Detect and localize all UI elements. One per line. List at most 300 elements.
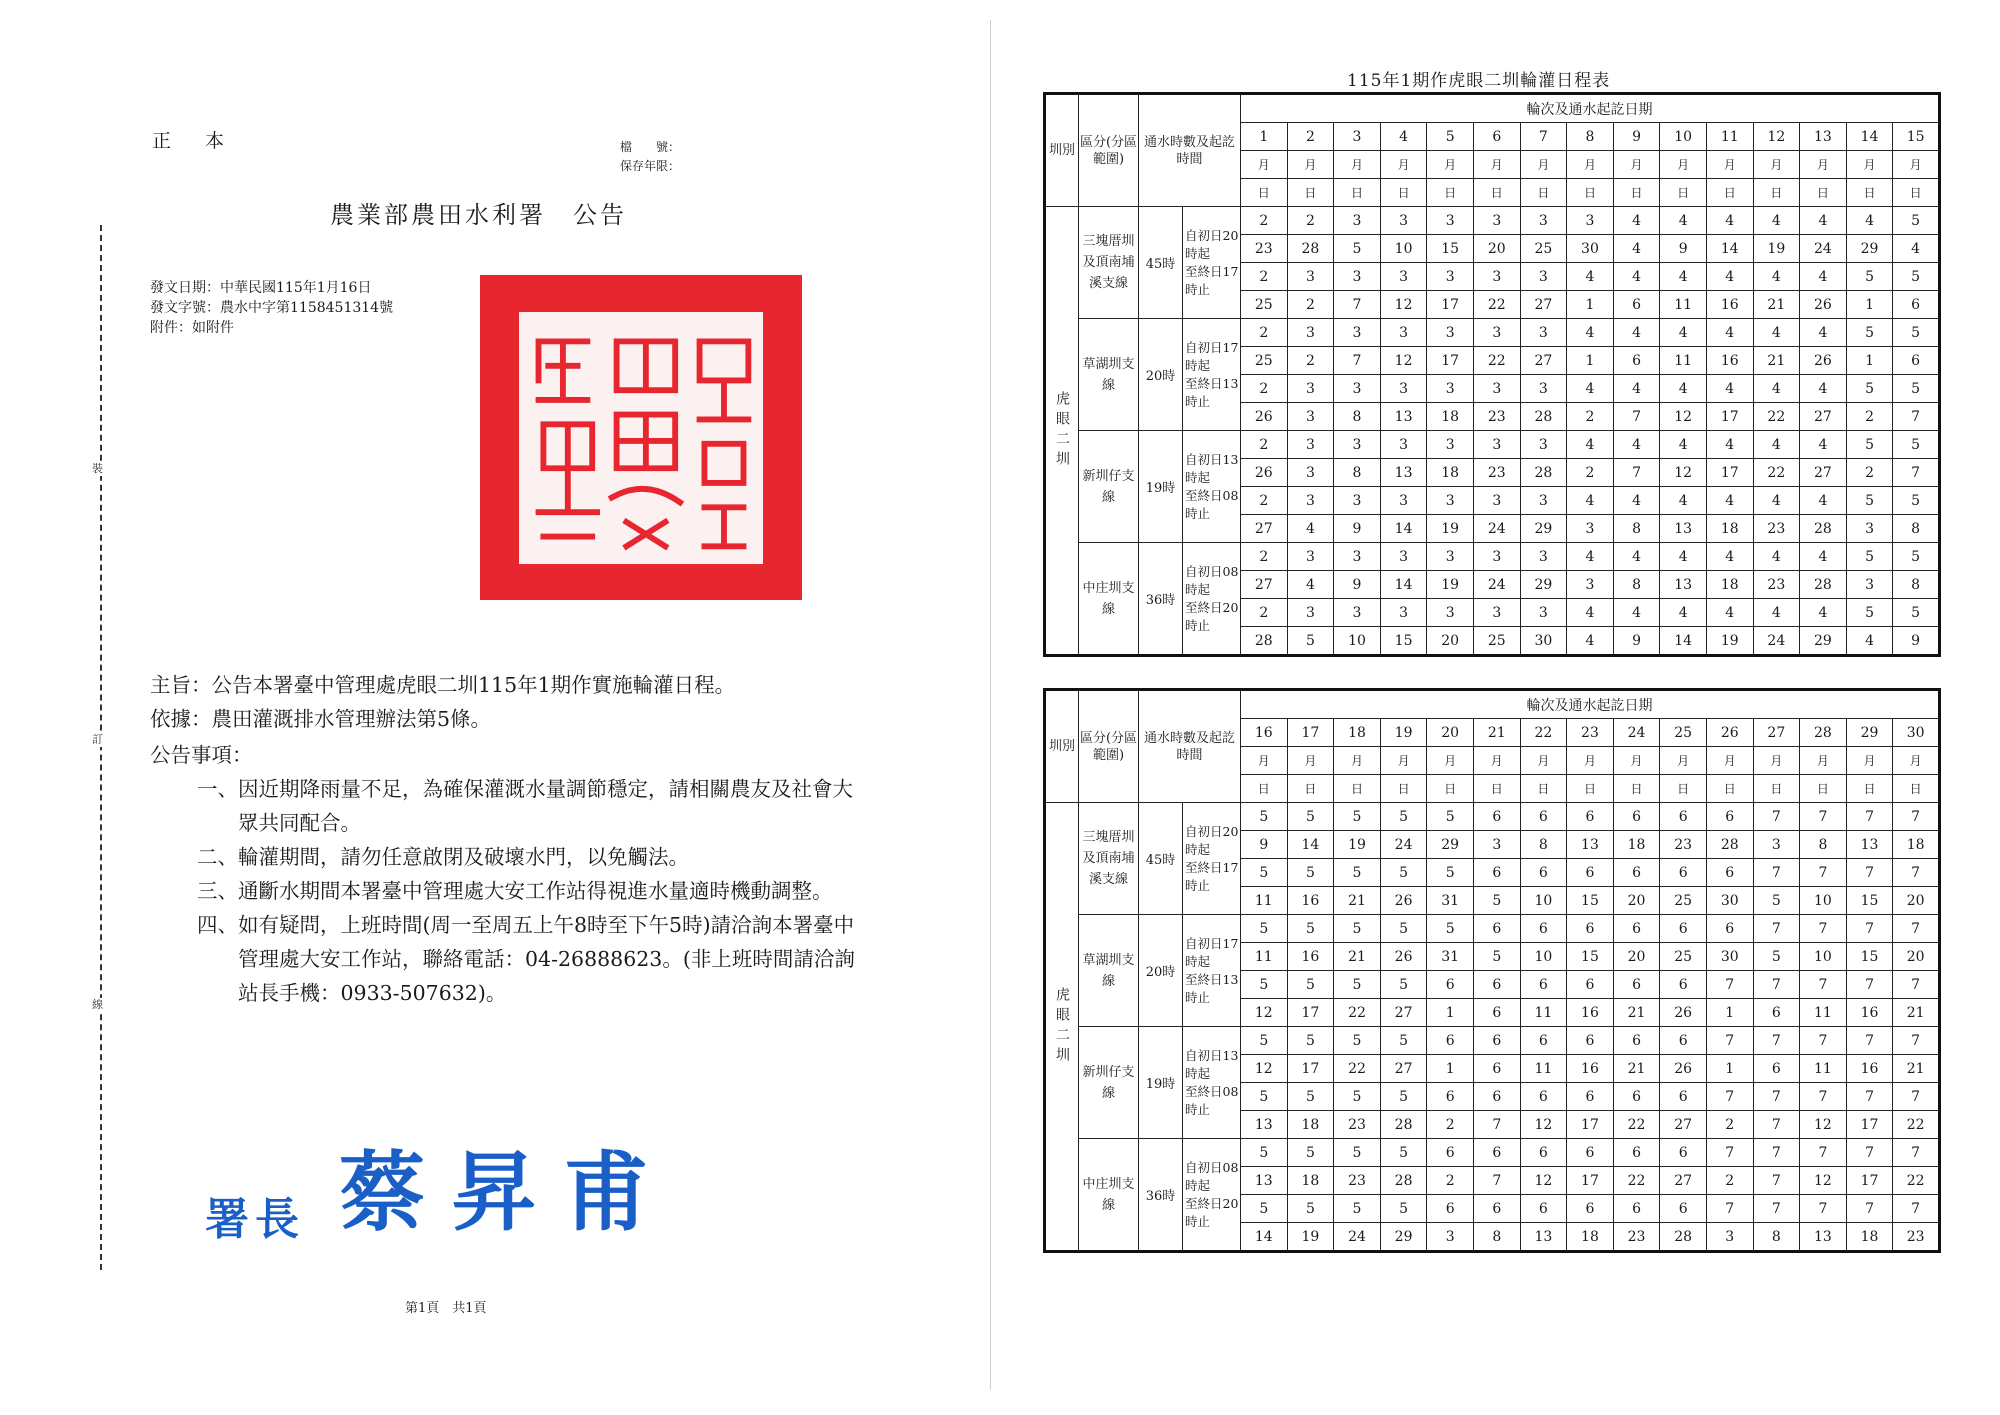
day-cell: 17 bbox=[1567, 1111, 1614, 1139]
month-cell: 6 bbox=[1660, 1083, 1707, 1111]
month-cell: 5 bbox=[1380, 803, 1427, 831]
day-cell: 15 bbox=[1846, 943, 1893, 971]
round-number: 7 bbox=[1520, 123, 1567, 151]
month-cell: 3 bbox=[1334, 431, 1381, 459]
month-cell: 4 bbox=[1613, 375, 1660, 403]
day-cell: 23 bbox=[1613, 1223, 1660, 1252]
day-cell: 1 bbox=[1427, 999, 1474, 1027]
day-label: 日 bbox=[1380, 179, 1427, 207]
day-cell: 6 bbox=[1473, 999, 1520, 1027]
month-cell: 4 bbox=[1800, 319, 1847, 347]
month-cell: 6 bbox=[1520, 915, 1567, 943]
day-cell: 13 bbox=[1660, 515, 1707, 543]
month-cell: 6 bbox=[1613, 915, 1660, 943]
round-number: 21 bbox=[1473, 719, 1520, 747]
day-cell: 8 bbox=[1613, 571, 1660, 599]
month-cell: 5 bbox=[1893, 543, 1940, 571]
canal-header: 圳別 bbox=[1045, 94, 1079, 207]
month-cell: 6 bbox=[1706, 915, 1753, 943]
month-cell: 3 bbox=[1287, 319, 1334, 347]
day-cell: 5 bbox=[1753, 943, 1800, 971]
day-cell: 12 bbox=[1660, 459, 1707, 487]
time-start-suffix: 時起 bbox=[1185, 953, 1211, 969]
month-cell: 3 bbox=[1520, 319, 1567, 347]
day-cell: 11 bbox=[1241, 887, 1288, 915]
area-name: 草湖圳支線 bbox=[1079, 915, 1139, 1027]
seal-glyphs-icon bbox=[519, 312, 763, 564]
month-cell: 3 bbox=[1380, 375, 1427, 403]
day-cell: 20 bbox=[1473, 235, 1520, 263]
month-cell: 5 bbox=[1380, 1139, 1427, 1167]
day-cell: 15 bbox=[1567, 887, 1614, 915]
day-cell: 29 bbox=[1846, 235, 1893, 263]
notice-body bbox=[150, 668, 870, 1010]
month-cell: 4 bbox=[1567, 431, 1614, 459]
area-name: 中庄圳支線 bbox=[1079, 543, 1139, 656]
month-cell: 5 bbox=[1380, 1195, 1427, 1223]
notice-item bbox=[150, 772, 870, 840]
month-cell: 7 bbox=[1846, 1195, 1893, 1223]
month-cell: 3 bbox=[1427, 263, 1474, 291]
month-cell: 5 bbox=[1241, 971, 1288, 999]
day-cell: 18 bbox=[1846, 1223, 1893, 1252]
month-cell: 6 bbox=[1567, 915, 1614, 943]
month-cell: 5 bbox=[1846, 599, 1893, 627]
month-cell: 6 bbox=[1427, 1083, 1474, 1111]
day-label: 日 bbox=[1660, 775, 1707, 803]
month-cell: 7 bbox=[1846, 971, 1893, 999]
month-cell: 4 bbox=[1660, 207, 1707, 235]
day-label: 日 bbox=[1567, 775, 1614, 803]
day-cell: 22 bbox=[1613, 1111, 1660, 1139]
month-cell: 6 bbox=[1473, 915, 1520, 943]
month-label: 月 bbox=[1800, 747, 1847, 775]
month-cell: 7 bbox=[1753, 803, 1800, 831]
day-cell: 20 bbox=[1893, 943, 1940, 971]
day-cell: 28 bbox=[1520, 459, 1567, 487]
day-cell: 14 bbox=[1380, 571, 1427, 599]
day-label: 日 bbox=[1520, 775, 1567, 803]
binding-mark-ding: 訂 bbox=[92, 733, 103, 746]
time-end-suffix: 時止 bbox=[1185, 1213, 1211, 1229]
day-label: 日 bbox=[1753, 179, 1800, 207]
month-cell: 7 bbox=[1753, 971, 1800, 999]
day-cell: 12 bbox=[1520, 1111, 1567, 1139]
hours-header: 通水時數及起訖時間 bbox=[1139, 94, 1241, 207]
day-cell: 16 bbox=[1706, 347, 1753, 375]
day-cell: 17 bbox=[1427, 347, 1474, 375]
schedule-row bbox=[1045, 431, 1940, 459]
month-cell: 3 bbox=[1334, 207, 1381, 235]
flow-time-range bbox=[1183, 1139, 1241, 1252]
day-cell: 3 bbox=[1753, 831, 1800, 859]
item-text: 因近期降雨量不足，為確保灌溉水量調節穩定，請相關農友及社會大眾共同配合。 bbox=[238, 777, 853, 835]
file-meta bbox=[590, 138, 680, 176]
day-cell: 9 bbox=[1241, 831, 1288, 859]
month-cell: 5 bbox=[1241, 1195, 1288, 1223]
time-end-prefix: 至終日 bbox=[1185, 971, 1223, 987]
month-cell: 7 bbox=[1800, 1139, 1847, 1167]
month-cell: 4 bbox=[1660, 599, 1707, 627]
day-label: 日 bbox=[1613, 775, 1660, 803]
time-end-suffix: 時止 bbox=[1185, 505, 1211, 521]
day-label: 日 bbox=[1334, 775, 1381, 803]
month-label: 月 bbox=[1846, 747, 1893, 775]
month-cell: 6 bbox=[1706, 859, 1753, 887]
month-cell: 5 bbox=[1427, 915, 1474, 943]
day-cell: 19 bbox=[1753, 235, 1800, 263]
copy-mark: 正 本 bbox=[152, 130, 239, 152]
seal-glyph-area bbox=[516, 309, 766, 567]
month-cell: 4 bbox=[1613, 207, 1660, 235]
month-cell: 3 bbox=[1287, 543, 1334, 571]
day-cell: 27 bbox=[1380, 1055, 1427, 1083]
month-cell: 7 bbox=[1753, 1027, 1800, 1055]
day-cell: 17 bbox=[1706, 459, 1753, 487]
day-cell: 22 bbox=[1893, 1111, 1940, 1139]
month-cell: 4 bbox=[1567, 487, 1614, 515]
round-number: 10 bbox=[1660, 123, 1707, 151]
notice-item bbox=[150, 874, 870, 908]
day-cell: 28 bbox=[1660, 1223, 1707, 1252]
day-cell: 27 bbox=[1660, 1167, 1707, 1195]
day-cell: 17 bbox=[1287, 1055, 1334, 1083]
day-cell: 23 bbox=[1334, 1111, 1381, 1139]
day-cell: 25 bbox=[1241, 291, 1288, 319]
month-cell: 4 bbox=[1753, 431, 1800, 459]
month-cell: 3 bbox=[1520, 375, 1567, 403]
day-cell: 21 bbox=[1753, 347, 1800, 375]
month-cell: 6 bbox=[1613, 1083, 1660, 1111]
item-number: 一、 bbox=[197, 777, 238, 801]
month-cell: 4 bbox=[1567, 543, 1614, 571]
month-cell: 4 bbox=[1753, 599, 1800, 627]
month-cell: 3 bbox=[1567, 207, 1614, 235]
time-end-prefix: 至終日 bbox=[1185, 263, 1223, 279]
month-cell: 6 bbox=[1613, 971, 1660, 999]
page-number: 第1頁 共1頁 bbox=[405, 1301, 487, 1316]
day-cell: 12 bbox=[1241, 999, 1288, 1027]
day-cell: 25 bbox=[1241, 347, 1288, 375]
item-number: 四、 bbox=[197, 913, 238, 937]
month-cell: 4 bbox=[1706, 207, 1753, 235]
month-cell: 4 bbox=[1800, 263, 1847, 291]
round-number: 26 bbox=[1706, 719, 1753, 747]
time-end-hour: 20 bbox=[1222, 599, 1239, 615]
day-cell: 24 bbox=[1473, 571, 1520, 599]
month-cell: 3 bbox=[1427, 375, 1474, 403]
day-cell: 18 bbox=[1706, 571, 1753, 599]
flow-hours: 45時 bbox=[1139, 803, 1183, 915]
month-cell: 2 bbox=[1241, 263, 1288, 291]
month-cell: 6 bbox=[1567, 971, 1614, 999]
month-cell: 3 bbox=[1380, 263, 1427, 291]
month-cell: 3 bbox=[1287, 431, 1334, 459]
time-start-prefix: 自初日 bbox=[1185, 1159, 1223, 1175]
month-cell: 6 bbox=[1520, 1027, 1567, 1055]
day-cell: 23 bbox=[1241, 235, 1288, 263]
day-cell: 14 bbox=[1706, 235, 1753, 263]
month-cell: 5 bbox=[1287, 1139, 1334, 1167]
day-cell: 3 bbox=[1567, 571, 1614, 599]
day-cell: 6 bbox=[1613, 347, 1660, 375]
time-end-prefix: 至終日 bbox=[1185, 375, 1223, 391]
item-number: 三、 bbox=[197, 879, 238, 903]
day-cell: 4 bbox=[1846, 627, 1893, 656]
month-cell: 7 bbox=[1800, 1195, 1847, 1223]
time-start-prefix: 自初日 bbox=[1185, 823, 1223, 839]
month-label: 月 bbox=[1334, 747, 1381, 775]
month-label: 月 bbox=[1800, 151, 1847, 179]
area-name: 三塊厝圳及頂南埔溪支線 bbox=[1079, 207, 1139, 319]
day-cell: 8 bbox=[1800, 831, 1847, 859]
month-cell: 7 bbox=[1893, 859, 1940, 887]
round-number: 14 bbox=[1846, 123, 1893, 151]
day-label: 日 bbox=[1520, 179, 1567, 207]
day-cell: 27 bbox=[1241, 515, 1288, 543]
day-cell: 26 bbox=[1800, 347, 1847, 375]
binding-margin-line bbox=[100, 225, 102, 1270]
time-end-hour: 17 bbox=[1222, 859, 1239, 875]
month-cell: 7 bbox=[1706, 1083, 1753, 1111]
day-cell: 23 bbox=[1660, 831, 1707, 859]
time-end-prefix: 至終日 bbox=[1185, 1083, 1223, 1099]
day-cell: 26 bbox=[1241, 459, 1288, 487]
day-cell: 7 bbox=[1473, 1167, 1520, 1195]
round-number: 6 bbox=[1473, 123, 1520, 151]
month-cell: 4 bbox=[1706, 431, 1753, 459]
day-label: 日 bbox=[1241, 179, 1288, 207]
day-label: 日 bbox=[1846, 775, 1893, 803]
schedule-table-2 bbox=[1043, 688, 1941, 1253]
time-start-hour: 13 bbox=[1222, 451, 1239, 467]
day-cell: 13 bbox=[1380, 459, 1427, 487]
day-cell: 2 bbox=[1846, 459, 1893, 487]
month-cell: 4 bbox=[1660, 487, 1707, 515]
month-label: 月 bbox=[1241, 747, 1288, 775]
month-cell: 4 bbox=[1660, 263, 1707, 291]
month-cell: 5 bbox=[1846, 543, 1893, 571]
flow-time-range bbox=[1183, 207, 1241, 319]
month-cell: 6 bbox=[1660, 803, 1707, 831]
round-number: 19 bbox=[1380, 719, 1427, 747]
month-cell: 3 bbox=[1473, 599, 1520, 627]
flow-hours: 36時 bbox=[1139, 543, 1183, 656]
day-cell: 16 bbox=[1846, 1055, 1893, 1083]
month-cell: 6 bbox=[1567, 1083, 1614, 1111]
month-cell: 5 bbox=[1241, 1027, 1288, 1055]
month-cell: 2 bbox=[1241, 599, 1288, 627]
day-cell: 10 bbox=[1800, 887, 1847, 915]
day-label: 日 bbox=[1427, 179, 1474, 207]
month-cell: 4 bbox=[1660, 375, 1707, 403]
attachment-note: 附件：如附件 bbox=[150, 320, 234, 336]
item-text: 通斷水期間本署臺中管理處大安工作站得視進水量適時機動調整。 bbox=[238, 879, 833, 903]
month-label: 月 bbox=[1287, 151, 1334, 179]
day-cell: 26 bbox=[1660, 1055, 1707, 1083]
month-cell: 7 bbox=[1753, 1083, 1800, 1111]
round-number: 3 bbox=[1334, 123, 1381, 151]
round-number: 8 bbox=[1567, 123, 1614, 151]
month-cell: 7 bbox=[1706, 971, 1753, 999]
day-cell: 13 bbox=[1241, 1167, 1288, 1195]
day-cell: 8 bbox=[1520, 831, 1567, 859]
month-cell: 2 bbox=[1241, 487, 1288, 515]
month-cell: 3 bbox=[1334, 319, 1381, 347]
month-cell: 4 bbox=[1753, 487, 1800, 515]
round-number: 1 bbox=[1241, 123, 1288, 151]
month-cell: 3 bbox=[1380, 487, 1427, 515]
day-cell: 2 bbox=[1287, 347, 1334, 375]
month-cell: 6 bbox=[1473, 859, 1520, 887]
day-cell: 27 bbox=[1241, 571, 1288, 599]
area-header: 區分(分區範圍) bbox=[1079, 690, 1139, 803]
day-cell: 16 bbox=[1706, 291, 1753, 319]
day-cell: 21 bbox=[1613, 999, 1660, 1027]
day-cell: 7 bbox=[1334, 291, 1381, 319]
item-number: 二、 bbox=[197, 845, 238, 869]
month-cell: 5 bbox=[1427, 803, 1474, 831]
month-label: 月 bbox=[1427, 747, 1474, 775]
day-cell: 3 bbox=[1846, 515, 1893, 543]
day-cell: 29 bbox=[1800, 627, 1847, 656]
day-cell: 28 bbox=[1520, 403, 1567, 431]
flow-time-range bbox=[1183, 543, 1241, 656]
day-cell: 13 bbox=[1567, 831, 1614, 859]
month-cell: 4 bbox=[1800, 599, 1847, 627]
basis-line: 依據：農田灌溉排水管理辦法第5條。 bbox=[150, 707, 492, 731]
day-cell: 22 bbox=[1753, 459, 1800, 487]
month-cell: 6 bbox=[1613, 1195, 1660, 1223]
area-header: 區分(分區範圍) bbox=[1079, 94, 1139, 207]
day-cell: 25 bbox=[1473, 627, 1520, 656]
month-cell: 3 bbox=[1520, 543, 1567, 571]
day-cell: 11 bbox=[1520, 1055, 1567, 1083]
day-label: 日 bbox=[1706, 179, 1753, 207]
day-cell: 13 bbox=[1520, 1223, 1567, 1252]
day-label: 日 bbox=[1846, 179, 1893, 207]
month-cell: 4 bbox=[1660, 431, 1707, 459]
day-label: 日 bbox=[1706, 775, 1753, 803]
schedule-row bbox=[1045, 1027, 1940, 1055]
month-cell: 6 bbox=[1613, 859, 1660, 887]
month-cell: 5 bbox=[1846, 431, 1893, 459]
day-cell: 7 bbox=[1753, 1167, 1800, 1195]
day-cell: 16 bbox=[1567, 1055, 1614, 1083]
notice-item bbox=[150, 908, 870, 1010]
day-cell: 9 bbox=[1334, 515, 1381, 543]
month-cell: 3 bbox=[1380, 599, 1427, 627]
area-name: 草湖圳支線 bbox=[1079, 319, 1139, 431]
month-cell: 7 bbox=[1846, 1083, 1893, 1111]
time-start-prefix: 自初日 bbox=[1185, 451, 1223, 467]
month-cell: 3 bbox=[1473, 319, 1520, 347]
day-cell: 11 bbox=[1800, 1055, 1847, 1083]
month-cell: 5 bbox=[1241, 915, 1288, 943]
month-cell: 7 bbox=[1800, 803, 1847, 831]
month-cell: 6 bbox=[1520, 859, 1567, 887]
day-label: 日 bbox=[1287, 775, 1334, 803]
flow-hours: 20時 bbox=[1139, 319, 1183, 431]
day-cell: 15 bbox=[1380, 627, 1427, 656]
day-cell: 21 bbox=[1753, 291, 1800, 319]
month-cell: 7 bbox=[1800, 1083, 1847, 1111]
day-cell: 7 bbox=[1753, 1111, 1800, 1139]
day-cell: 3 bbox=[1287, 459, 1334, 487]
schedule-row bbox=[1045, 803, 1940, 831]
day-cell: 13 bbox=[1241, 1111, 1288, 1139]
day-cell: 26 bbox=[1380, 887, 1427, 915]
month-cell: 4 bbox=[1567, 599, 1614, 627]
day-cell: 8 bbox=[1613, 515, 1660, 543]
month-cell: 6 bbox=[1613, 803, 1660, 831]
month-cell: 6 bbox=[1520, 1139, 1567, 1167]
day-cell: 6 bbox=[1473, 1055, 1520, 1083]
month-label: 月 bbox=[1334, 151, 1381, 179]
month-cell: 6 bbox=[1613, 1139, 1660, 1167]
day-cell: 26 bbox=[1380, 943, 1427, 971]
month-cell: 6 bbox=[1473, 971, 1520, 999]
month-cell: 3 bbox=[1473, 431, 1520, 459]
day-cell: 28 bbox=[1800, 571, 1847, 599]
day-cell: 12 bbox=[1800, 1111, 1847, 1139]
month-cell: 5 bbox=[1846, 375, 1893, 403]
time-start-suffix: 時起 bbox=[1185, 469, 1211, 485]
month-cell: 5 bbox=[1241, 1083, 1288, 1111]
day-label: 日 bbox=[1567, 179, 1614, 207]
area-name: 新圳仔支線 bbox=[1079, 1027, 1139, 1139]
binding-mark-xian: 線 bbox=[92, 998, 103, 1011]
day-cell: 22 bbox=[1893, 1167, 1940, 1195]
month-cell: 5 bbox=[1893, 487, 1940, 515]
day-cell: 28 bbox=[1380, 1111, 1427, 1139]
day-cell: 29 bbox=[1520, 515, 1567, 543]
day-cell: 28 bbox=[1380, 1167, 1427, 1195]
hours-header: 通水時數及起訖時間 bbox=[1139, 690, 1241, 803]
day-cell: 21 bbox=[1334, 943, 1381, 971]
flow-time-range bbox=[1183, 319, 1241, 431]
round-number: 13 bbox=[1800, 123, 1847, 151]
month-cell: 4 bbox=[1660, 319, 1707, 347]
month-cell: 5 bbox=[1893, 207, 1940, 235]
day-cell: 20 bbox=[1893, 887, 1940, 915]
day-cell: 3 bbox=[1473, 831, 1520, 859]
day-cell: 21 bbox=[1893, 999, 1940, 1027]
time-end-hour: 13 bbox=[1222, 971, 1239, 987]
day-cell: 1 bbox=[1567, 291, 1614, 319]
official-seal bbox=[480, 275, 802, 600]
signature-title: 署長 bbox=[205, 1194, 305, 1245]
month-label: 月 bbox=[1287, 747, 1334, 775]
month-cell: 4 bbox=[1613, 543, 1660, 571]
time-start-hour: 17 bbox=[1222, 935, 1239, 951]
month-cell: 5 bbox=[1380, 915, 1427, 943]
month-cell: 5 bbox=[1334, 1195, 1381, 1223]
issue-info bbox=[150, 278, 393, 338]
day-cell: 5 bbox=[1753, 887, 1800, 915]
month-cell: 3 bbox=[1427, 543, 1474, 571]
day-cell: 31 bbox=[1427, 887, 1474, 915]
canal-header: 圳別 bbox=[1045, 690, 1079, 803]
time-end-suffix: 時止 bbox=[1185, 1101, 1211, 1117]
month-cell: 5 bbox=[1287, 1195, 1334, 1223]
month-cell: 6 bbox=[1473, 803, 1520, 831]
day-cell: 13 bbox=[1846, 831, 1893, 859]
day-label: 日 bbox=[1893, 775, 1940, 803]
day-cell: 8 bbox=[1334, 403, 1381, 431]
month-label: 月 bbox=[1753, 151, 1800, 179]
month-cell: 3 bbox=[1473, 543, 1520, 571]
